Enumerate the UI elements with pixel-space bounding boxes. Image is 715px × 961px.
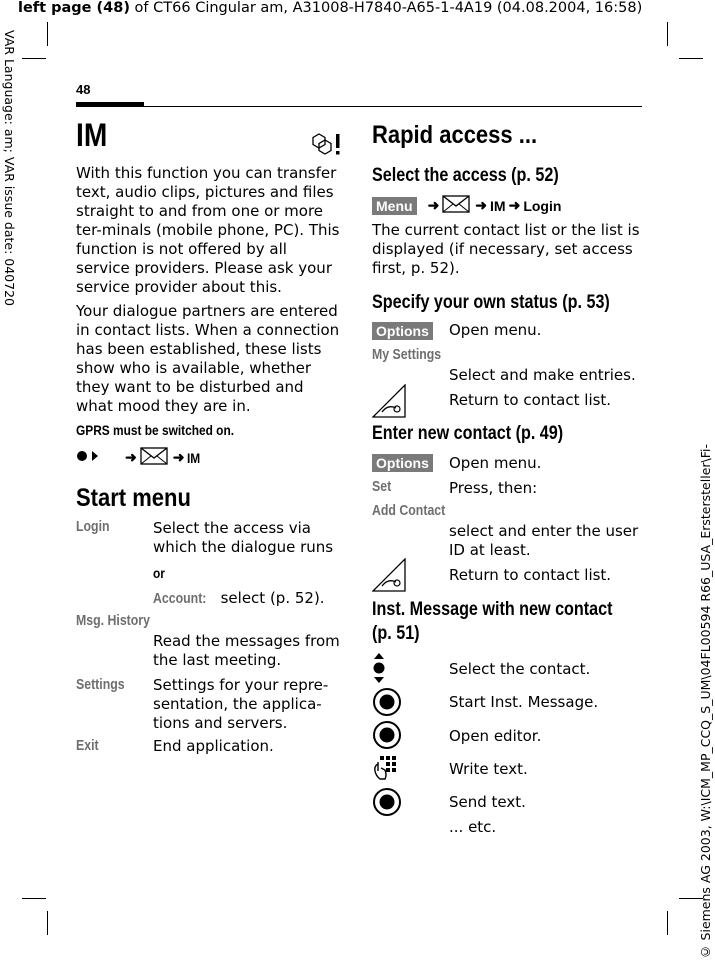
crop-mark <box>22 898 46 899</box>
status-return-desc: Return to contact list. <box>449 391 612 409</box>
login-key: Login <box>76 519 110 535</box>
page-header <box>18 0 642 16</box>
inst-etc: ... etc. <box>449 818 497 836</box>
header-rule-thin <box>76 106 642 107</box>
add-contact-key: Add Contact <box>372 503 446 519</box>
account-key: Account: <box>153 591 207 607</box>
nav-path-im <box>76 446 203 469</box>
envelope-icon <box>442 194 472 217</box>
mysettings-key: My Settings <box>372 347 442 363</box>
crop-mark <box>47 22 48 46</box>
set-key: Set <box>372 479 392 495</box>
exit-key: Exit <box>76 738 99 754</box>
menu-softkey: Menu <box>372 197 417 215</box>
im-intro-paragraph-1: With this function you can transfer text, audio clips, pictures and files straight to and from one or more ter-minals (mobile phone, PC). This function is not offered by all service providers. Please ask your service provider about this. <box>76 164 340 296</box>
settings-desc: Settings for your repre-sentation, the applica-tions and servers. <box>153 676 329 732</box>
im-intro-paragraph-2: Your dialogue partners are entered in contact lists. When a connection has been established, these lists show who is available, whether they want to be disturbed and what mood they are in. <box>76 302 340 415</box>
login-desc: Select the access via which the dialogue runs <box>153 519 334 556</box>
exit-desc: End application. <box>153 737 274 755</box>
inst-step-1: Select the contact. <box>449 660 591 678</box>
nav-label-im: IM <box>490 197 506 214</box>
arrow-icon: ➜ <box>508 197 521 213</box>
service-provider-icon <box>311 131 343 161</box>
contact-options-desc: Open menu. <box>449 454 542 472</box>
arrow-icon: ➜ <box>427 197 440 213</box>
crop-mark <box>667 911 668 935</box>
crop-mark <box>667 22 668 46</box>
center-key-icon <box>372 687 402 721</box>
arrow-icon: ➜ <box>475 197 488 213</box>
settings-key: Settings <box>76 677 125 693</box>
options-softkey-contact <box>372 453 433 472</box>
select-access-title: Select the access (p. 52) <box>372 165 559 186</box>
side-text-right: © Siemens AG 2003, W:\ICM_MP_CCQ_S_UM\04FL00594 R66_USA_Erstersteller\Fi- <box>698 443 713 959</box>
arrow-icon: ➜ <box>172 449 185 465</box>
history-key: Msg. History <box>76 613 150 629</box>
status-title: Specify your own status (p. 53) <box>372 292 610 313</box>
end-key-icon <box>372 384 406 422</box>
arrow-icon: ➜ <box>125 449 137 465</box>
rapid-access-title: Rapid access ... <box>372 121 538 149</box>
account-desc: select (p. 52). <box>215 589 325 607</box>
inst-step-5: Send text. <box>449 793 526 811</box>
mysettings-desc: Select and make entries. <box>449 366 636 384</box>
inst-step-4: Write text. <box>449 760 528 778</box>
header-page-label: left page (48) <box>18 0 130 16</box>
end-key-icon <box>372 558 406 596</box>
start-menu-title: Start menu <box>76 484 191 512</box>
crop-mark <box>22 58 46 59</box>
add-contact-desc: select and enter the user ID at least. <box>449 522 639 559</box>
account-line <box>153 589 325 609</box>
nav-path-login <box>372 194 561 217</box>
side-text-left: VAR Language: am; VAR issue date: 040720 <box>2 30 17 306</box>
nav-label-im: IM <box>187 449 201 466</box>
inst-msg-title-1: Inst. Message with new contact <box>372 599 613 620</box>
crop-mark <box>679 58 703 59</box>
or-label: or <box>153 565 165 581</box>
gprs-note: GPRS must be switched on. <box>76 422 235 438</box>
inst-step-3: Open editor. <box>449 727 542 745</box>
options-softkey: Options <box>372 322 433 340</box>
keypad-icon <box>372 754 400 786</box>
nav-key-icon <box>76 448 104 467</box>
select-access-desc: The current contact list or the list is displayed (if necessary, set access first, p. 52). <box>372 221 640 277</box>
set-desc: Press, then: <box>449 479 538 497</box>
page-number: 48 <box>76 82 91 97</box>
crop-mark <box>47 911 48 935</box>
new-contact-title: Enter new contact (p. 49) <box>372 423 564 444</box>
contact-return-desc: Return to contact list. <box>449 566 612 584</box>
center-key-icon <box>372 787 402 821</box>
inst-msg-title-2: (p. 51) <box>372 623 420 644</box>
nav-label-login: Login <box>523 197 562 214</box>
history-desc: Read the messages from the last meeting. <box>153 632 340 669</box>
im-title: IM <box>76 117 108 153</box>
header-doc-info: of CT66 Cingular am, A31008-H7840-A65-1-4A19 (04.08.2004, 16:58) <box>129 0 643 16</box>
inst-step-2: Start Inst. Message. <box>449 693 599 711</box>
options-softkey: Options <box>372 454 433 472</box>
envelope-icon <box>140 446 170 469</box>
center-key-icon <box>372 720 402 754</box>
status-options-desc: Open menu. <box>449 321 542 339</box>
options-softkey-status <box>372 321 433 340</box>
scroll-key-icon <box>372 653 386 687</box>
